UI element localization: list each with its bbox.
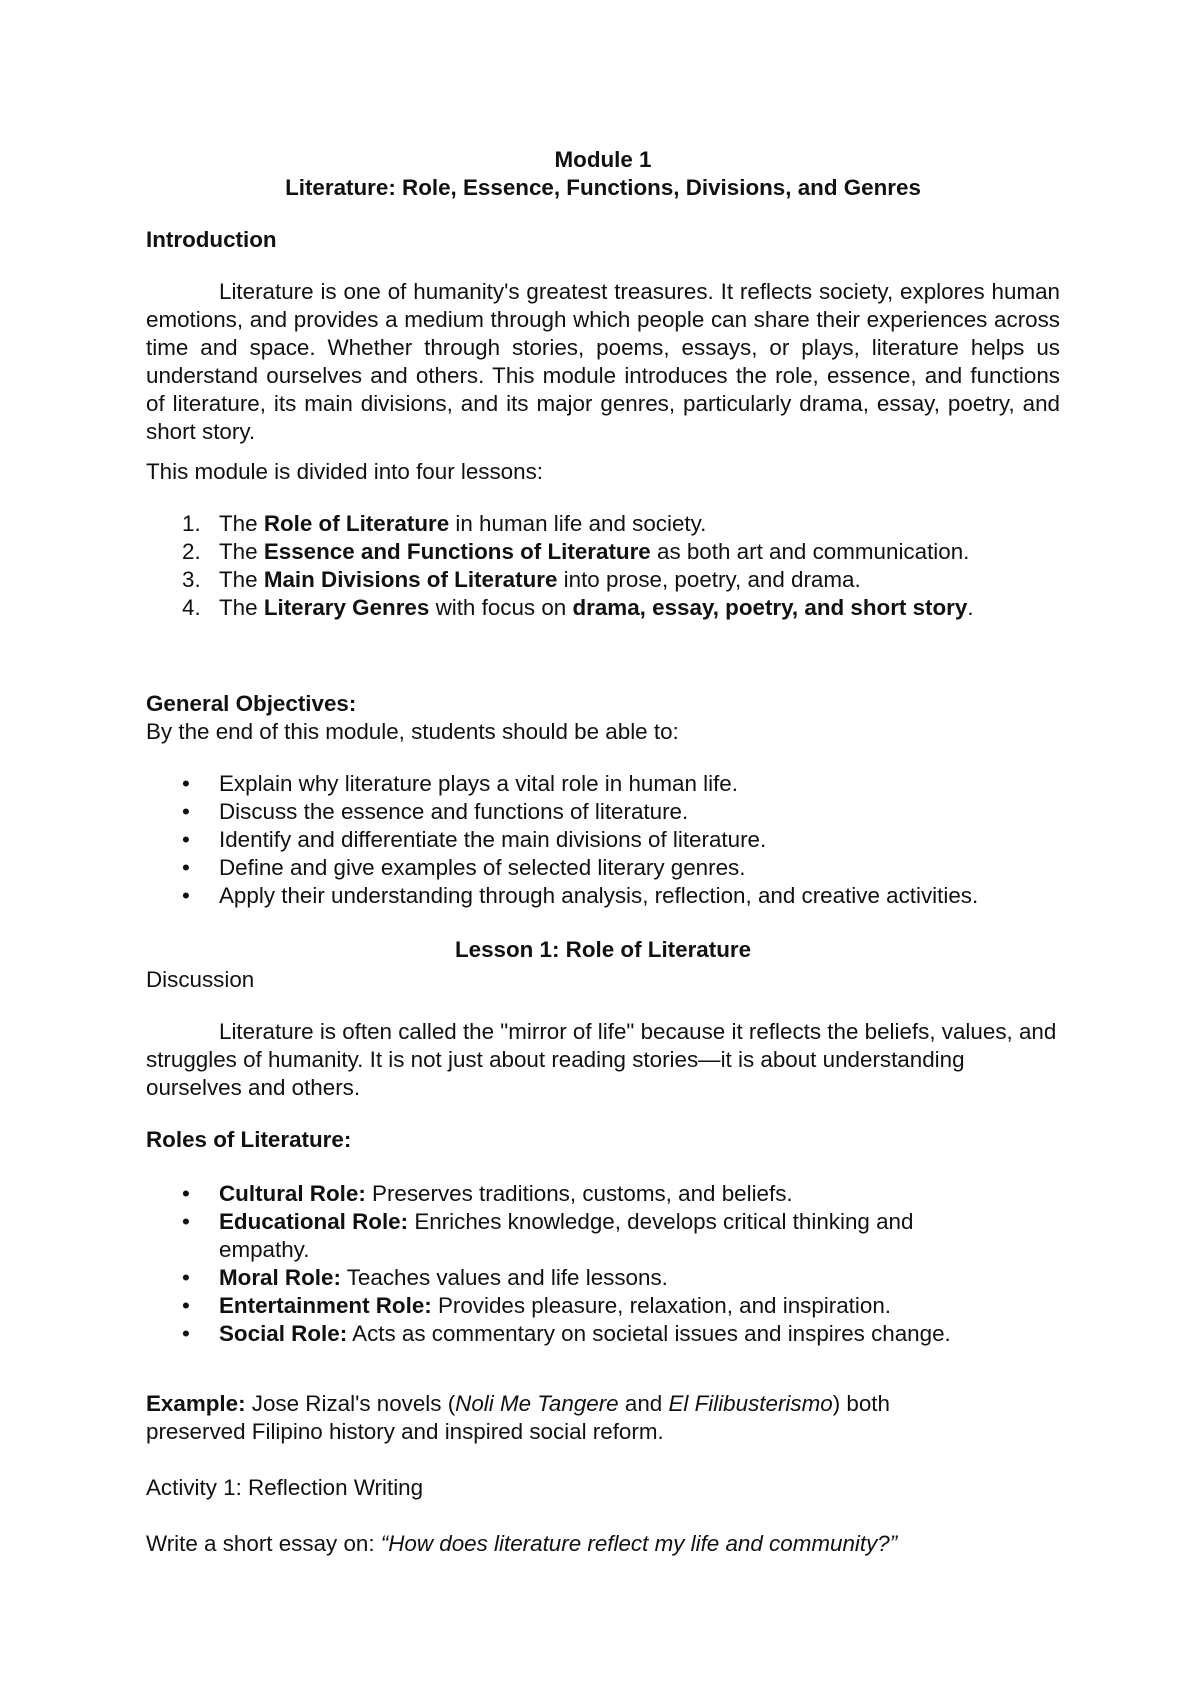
list-number: 4. — [182, 595, 201, 620]
introduction-paragraph: Literature is one of humanity's greatest treasures. It reflects society, explores human emotions, and provides a medium through which people can share their experiences across time and space. Whether through stories, poems, essays, or plays, literature helps us understand ourselves and others. This module introduces the role, essence, and functions of literature, its main divisions, and its major genres, particularly drama, essay, poetry, and short story. — [146, 279, 1060, 444]
lesson-text: The — [219, 595, 264, 620]
activity-title: Activity 1: Reflection Writing — [146, 1475, 424, 1500]
example-text: Jose Rizal's novels ( — [245, 1391, 456, 1416]
list-item — [146, 510, 1060, 538]
module-title: Literature: Role, Essence, Functions, Divisions, and Genres — [285, 175, 921, 200]
role-text: Provides pleasure, relaxation, and inspiration. — [431, 1293, 892, 1318]
list-item — [146, 1208, 919, 1264]
objectives-list — [146, 770, 1060, 910]
list-number: 3. — [182, 567, 201, 592]
objective-text: Explain why literature plays a vital role in human life. — [219, 771, 738, 796]
discussion-heading: Discussion — [146, 967, 255, 992]
lesson-text: as both art and communication. — [650, 539, 970, 564]
role-label: Educational Role: — [219, 1209, 409, 1234]
list-item — [146, 538, 1060, 566]
list-number: 2. — [182, 539, 201, 564]
bullet: • — [182, 827, 190, 852]
lesson-text: The — [219, 539, 264, 564]
lessons-list — [146, 510, 1060, 622]
module-number: Module 1 — [554, 147, 652, 172]
bullet: • — [182, 1181, 190, 1206]
activity-question: “How does literature reflect my life and community?” — [380, 1531, 898, 1556]
lesson-text: with focus on — [429, 595, 573, 620]
objective-text: Discuss the essence and functions of literature. — [219, 799, 689, 824]
list-item — [146, 1264, 1060, 1292]
lesson-bold: Main Divisions of Literature — [263, 567, 558, 592]
role-text: Preserves traditions, customs, and beliefs. — [365, 1181, 793, 1206]
list-item — [146, 1292, 1060, 1320]
bullet: • — [182, 771, 190, 796]
example-text: and — [618, 1391, 669, 1416]
bullet: • — [182, 1209, 190, 1234]
lesson-text: in human life and society. — [449, 511, 707, 536]
bullet: • — [182, 799, 190, 824]
role-label: Cultural Role: — [219, 1181, 366, 1206]
objectives-intro: By the end of this module, students should be able to: — [146, 719, 679, 744]
lesson-1-paragraph: Literature is often called the "mirror of life" because it reflects the beliefs, values, and struggles of humanity. It is not just about reading stories—it is about understanding ourselves and others. — [146, 1019, 1057, 1100]
lesson-bold: drama, essay, poetry, and short story — [572, 595, 968, 620]
lesson-text: . — [967, 595, 974, 620]
lesson-text: into prose, poetry, and drama. — [557, 567, 861, 592]
role-label: Moral Role: — [219, 1265, 341, 1290]
objectives-heading: General Objectives: — [146, 691, 357, 716]
example-text: ) both preserved Filipino history and inspired social reform. — [146, 1391, 890, 1444]
bullet: • — [182, 883, 190, 908]
activity-prompt-label: Write a short essay on: — [146, 1531, 381, 1556]
lesson-bold: Essence and Functions of Literature — [263, 539, 651, 564]
lesson-1-title: Lesson 1: Role of Literature — [454, 937, 752, 962]
list-number: 1. — [182, 511, 201, 536]
activity-prompt — [146, 1530, 1060, 1558]
objective-text: Apply their understanding through analysis, reflection, and creative activities. — [219, 883, 979, 908]
book-title: El Filibusterismo — [668, 1391, 833, 1416]
role-label: Entertainment Role: — [219, 1293, 432, 1318]
list-item — [146, 1320, 1060, 1348]
bullet: • — [182, 1293, 190, 1318]
list-item — [146, 566, 1060, 594]
objective-text: Define and give examples of selected literary genres. — [219, 855, 746, 880]
list-item — [146, 882, 1060, 910]
list-item — [146, 826, 1060, 854]
roles-list — [146, 1180, 1060, 1348]
list-item — [146, 770, 1060, 798]
book-title: Noli Me Tangere — [455, 1391, 619, 1416]
introduction-heading: Introduction — [146, 227, 277, 252]
roles-heading: Roles of Literature: — [146, 1127, 352, 1152]
lesson-bold: Role of Literature — [263, 511, 450, 536]
role-text: Enriches knowledge, develops critical thinking and empathy. — [219, 1209, 914, 1262]
example-paragraph — [146, 1390, 966, 1446]
bullet: • — [182, 855, 190, 880]
lesson-text: The — [219, 511, 264, 536]
bullet: • — [182, 1321, 190, 1346]
list-item — [146, 1180, 1060, 1208]
objective-text: Identify and differentiate the main divisions of literature. — [219, 827, 767, 852]
role-label: Social Role: — [219, 1321, 348, 1346]
lesson-text: The — [219, 567, 264, 592]
example-label: Example: — [146, 1391, 246, 1416]
role-text: Teaches values and life lessons. — [340, 1265, 668, 1290]
list-item — [146, 854, 1060, 882]
lesson-bold: Literary Genres — [263, 595, 430, 620]
role-text: Acts as commentary on societal issues and inspires change. — [347, 1321, 951, 1346]
list-item — [146, 798, 1060, 826]
list-item — [146, 594, 1060, 622]
bullet: • — [182, 1265, 190, 1290]
lessons-intro: This module is divided into four lessons: — [146, 459, 544, 484]
